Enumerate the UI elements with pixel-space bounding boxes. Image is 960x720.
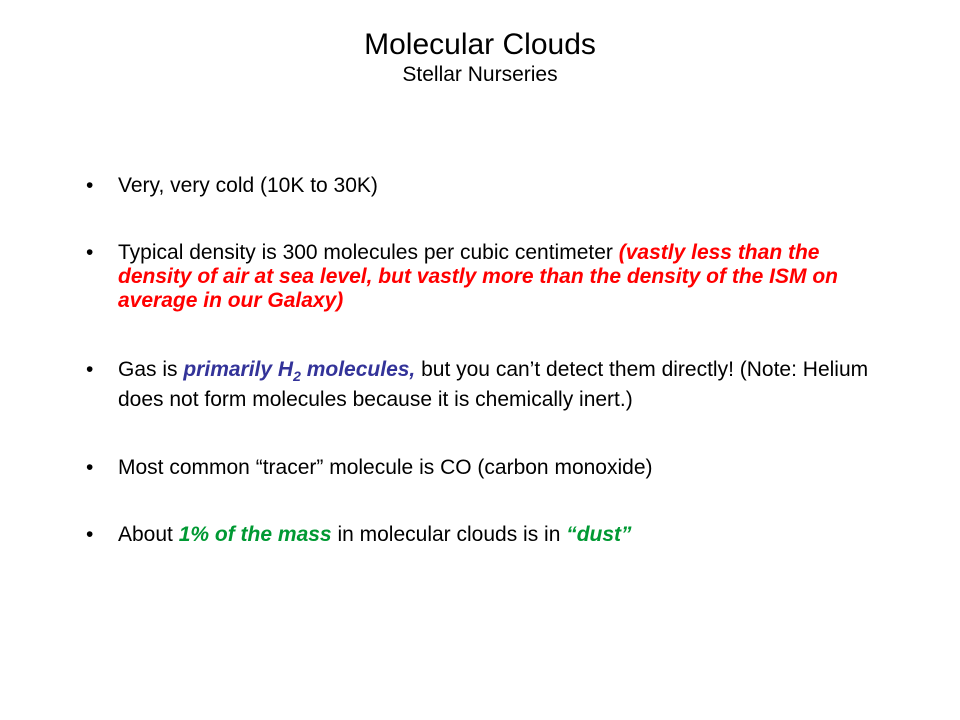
bullet-item-temperature xyxy=(86,174,876,198)
bullet-text: Very, very cold (10K to 30K) xyxy=(118,174,378,197)
bullet-dot-icon: • xyxy=(86,241,94,264)
bullet-dot-icon: • xyxy=(86,456,94,479)
h2-highlight-b: molecules, xyxy=(300,358,416,381)
mass-highlight: 1% of the mass xyxy=(178,523,332,546)
dust-highlight: “dust” xyxy=(566,523,632,546)
bullet-dot-icon: • xyxy=(86,174,94,197)
h2-highlight-a: primarily H xyxy=(183,358,294,381)
bullet-middle: in molecular clouds is in xyxy=(331,523,567,546)
bullet-text: Most common “tracer” molecule is CO (carbon monoxide) xyxy=(118,456,653,479)
density-highlight: (vastly less than the density of air at sea level, but vastly more than the density of the ISM on average in our Galaxy) xyxy=(118,241,838,312)
bullet-prefix: About xyxy=(118,523,179,546)
bullet-item-tracer xyxy=(86,456,876,480)
h2-subscript: 2 xyxy=(293,368,301,384)
bullet-dot-icon: • xyxy=(86,523,94,546)
bullet-suffix: but you can’t detect them directly! (Note: Helium does not form molecules because it is chemically inert.) xyxy=(118,358,869,411)
bullet-item-density xyxy=(86,241,876,313)
title-block xyxy=(0,28,960,88)
bullet-item-dust xyxy=(86,523,876,547)
bullet-item-gas xyxy=(86,358,876,412)
slide-title: Molecular Clouds xyxy=(364,28,596,61)
bullet-prefix: Gas is xyxy=(118,358,184,381)
bullet-text: Typical density is 300 molecules per cubic centimeter xyxy=(118,241,619,264)
bullet-list xyxy=(86,174,876,547)
slide-subtitle: Stellar Nurseries xyxy=(402,63,558,86)
bullet-dot-icon: • xyxy=(86,358,94,381)
